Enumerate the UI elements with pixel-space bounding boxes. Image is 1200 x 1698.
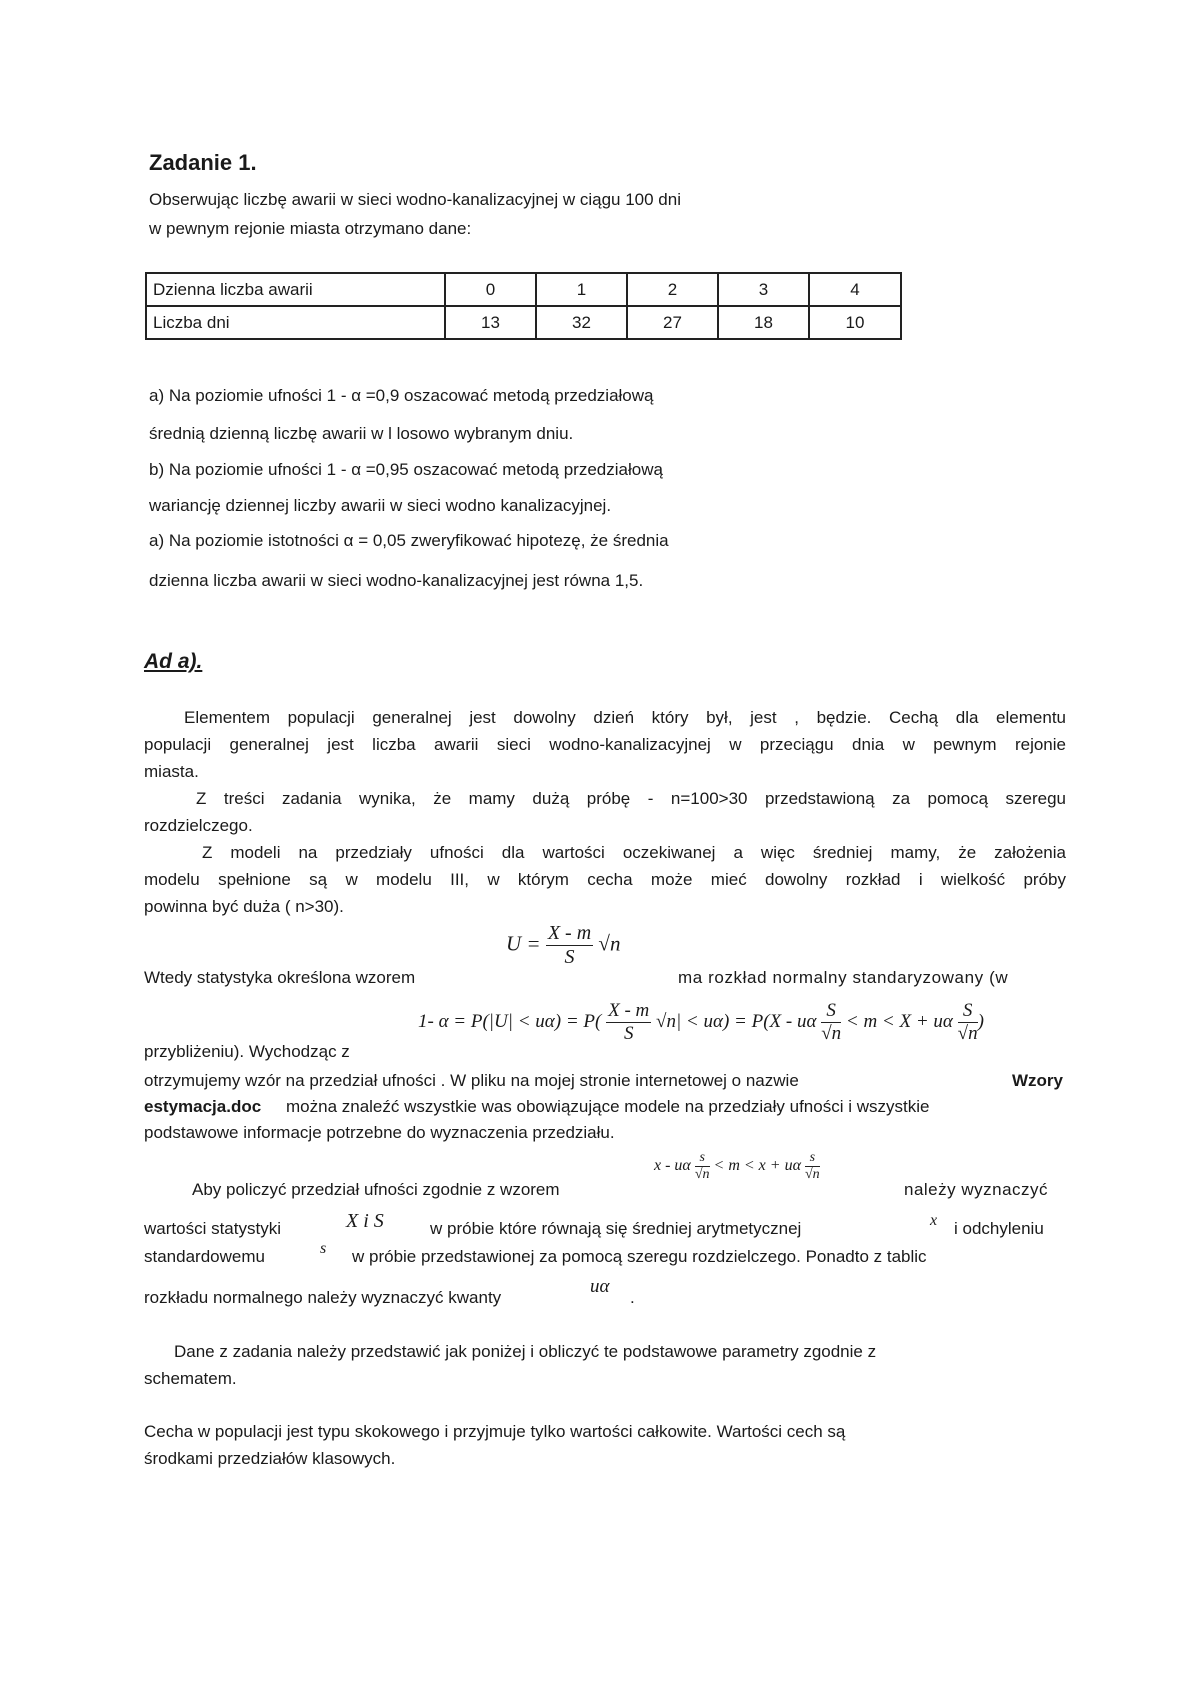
task-b-line-1: b) Na poziomie ufności 1 - α =0,95 oszacować metodą przedziałową: [149, 460, 663, 479]
formula-s: s: [320, 1240, 327, 1257]
table-row: [146, 306, 901, 339]
formula-prob-den: S: [623, 1023, 634, 1044]
task-a-line-1: a) Na poziomie ufności 1 - α =0,9 oszacować metodą przedziałową: [149, 386, 654, 405]
paragraph-line: rozkładu normalnego należy wyznaczyć kwanty: [144, 1288, 502, 1307]
paragraph-line: populacji generalnej jest liczba awarii sieci wodno-kanalizacyjnej w przeciągu dnia w pewnym rejonie: [144, 735, 1066, 754]
formula-ci-s2: s: [805, 1150, 820, 1167]
paragraph-line: w próbie które równają się średniej arytmetycznej: [430, 1219, 802, 1238]
paragraph-line: Z modeli na przedziały ufności dla wartości oczekiwanej a więc średniej mamy, że założenia: [202, 843, 1066, 862]
paragraph-line: Elementem populacji generalnej jest dowolny dzień który był, jest , będzie. Cechą dla elementu: [184, 708, 1066, 727]
formula-ci-right: < m < x + uα: [713, 1157, 801, 1175]
formula-prob-sqrt2: √n: [957, 1023, 978, 1044]
table-row-label: Liczba dni: [146, 306, 445, 339]
formula-prob-left: 1- α = P(|U| < uα) = P(: [418, 1010, 602, 1032]
table-cell: 32: [536, 306, 627, 339]
table-cell: 1: [536, 273, 627, 306]
paragraph-line: standardowemu: [144, 1247, 265, 1266]
task-c-line-2: dzienna liczba awarii w sieci wodno-kanalizacyjnej jest równa 1,5.: [149, 571, 644, 590]
section-heading: Ad a).: [144, 650, 203, 673]
paragraph-line: Z treści zadania wynika, że mamy dużą próbę - n=100>30 przedstawioną za pomocą szeregu: [196, 789, 1066, 808]
formula-u-sqrt: √n: [598, 931, 621, 956]
paragraph-line: Wtedy statystyka określona wzorem: [144, 968, 416, 987]
intro-line-1: Obserwując liczbę awarii w sieci wodno-kanalizacyjnej w ciągu 100 dni: [149, 190, 681, 209]
formula-x-s: X i S: [346, 1210, 384, 1232]
table-cell: 10: [809, 306, 901, 339]
paragraph-line: podstawowe informacje potrzebne do wyznaczenia przedziału.: [144, 1123, 615, 1142]
data-table: [145, 272, 902, 340]
paragraph-line: i odchyleniu: [954, 1219, 1044, 1238]
formula-xbar: x: [930, 1212, 938, 1229]
paragraph-line: ma rozkład normalny standaryzowany (w: [678, 968, 1009, 987]
table-cell: 27: [627, 306, 718, 339]
paragraph-line: przybliżeniu). Wychodząc z: [144, 1042, 350, 1061]
bold-text: Wzory: [1012, 1071, 1063, 1090]
formula-ci-left: x - uα: [654, 1157, 691, 1175]
table-cell: 2: [627, 273, 718, 306]
formula-prob-num: X - m: [608, 1000, 650, 1021]
formula-ci-sqrt2: √n: [804, 1167, 820, 1182]
paragraph-line: wartości statystyki: [144, 1219, 281, 1238]
table-cell: 0: [445, 273, 536, 306]
period: .: [630, 1288, 635, 1307]
formula-u-denominator: S: [564, 946, 575, 968]
task-c-line-1: a) Na poziomie istotności α = 0,05 zweryfikować hipotezę, że średnia: [149, 531, 669, 550]
paragraph-line: należy wyznaczyć: [904, 1180, 1049, 1199]
paragraph-line: Dane z zadania należy przedstawić jak poniżej i obliczyć te podstawowe parametry zgodnie z: [174, 1342, 877, 1361]
table-cell: 4: [809, 273, 901, 306]
paragraph-line: powinna być duża ( n>30).: [144, 897, 344, 916]
formula-ci-s: s: [695, 1150, 710, 1167]
paragraph-line: w próbie przedstawionej za pomocą szeregu rozdzielczego. Ponadto z tablic: [352, 1247, 927, 1266]
task-b-line-2: wariancję dziennej liczby awarii w sieci wodno kanalizacyjnej.: [149, 496, 612, 515]
table-cell: 13: [445, 306, 536, 339]
formula-prob-s2: S: [958, 1000, 978, 1023]
paragraph-line: otrzymujemy wzór na przedział ufności . W pliku na mojej stronie internetowej o nazwie: [144, 1071, 799, 1090]
table-row-label: Dzienna liczba awarii: [146, 273, 445, 306]
intro-line-2: w pewnym rejonie miasta otrzymano dane:: [149, 219, 472, 238]
formula-ci: [654, 1150, 820, 1183]
paragraph-line: środkami przedziałów klasowych.: [144, 1449, 396, 1468]
bold-text: estymacja.doc: [144, 1097, 262, 1116]
paragraph-line: modelu spełnione są w modelu III, w którym cecha może mieć dowolny rozkład i wielkość próby: [144, 870, 1066, 889]
table-row: [146, 273, 901, 306]
paragraph-line: Cecha w populacji jest typu skokowego i przyjmuje tylko wartości całkowite. Wartości cech są: [144, 1422, 846, 1441]
formula-prob-m: < m < X + uα: [845, 1010, 953, 1032]
paragraph-line: Aby policzyć przedział ufności zgodnie z wzorem: [192, 1180, 560, 1199]
formula-u-lhs: U =: [506, 931, 541, 956]
formula-prob-sqrt: √n: [821, 1023, 842, 1044]
formula-probability: 1- α = P(|U| < uα) = P( $\frac{X - m}{S}$ √n| < uα) = P(X - uα $\frac{S}{√n}$ < m < X + uα $\frac{S}{√n}$ ): [418, 1000, 984, 1044]
table-cell: 18: [718, 306, 809, 339]
formula-prob-right: √n| < uα) = P(X - uα: [656, 1010, 817, 1032]
formula-u: [506, 922, 620, 969]
table-cell: 3: [718, 273, 809, 306]
formula-prob-s: S: [821, 1000, 841, 1023]
paragraph-line: miasta.: [144, 762, 199, 781]
formula-ci-sqrt: √n: [694, 1167, 710, 1182]
formula-u-alpha: uα: [590, 1276, 610, 1297]
formula-u-numerator: X - m: [547, 922, 592, 944]
paragraph-line: schematem.: [144, 1369, 237, 1388]
paragraph-line: rozdzielczego.: [144, 816, 253, 835]
task-title: Zadanie 1.: [149, 150, 257, 175]
paragraph-line: można znaleźć wszystkie was obowiązujące modele na przedziały ufności i wszystkie: [286, 1097, 930, 1116]
task-a-line-2: średnią dzienną liczbę awarii w l losowo wybranym dniu.: [149, 424, 574, 443]
